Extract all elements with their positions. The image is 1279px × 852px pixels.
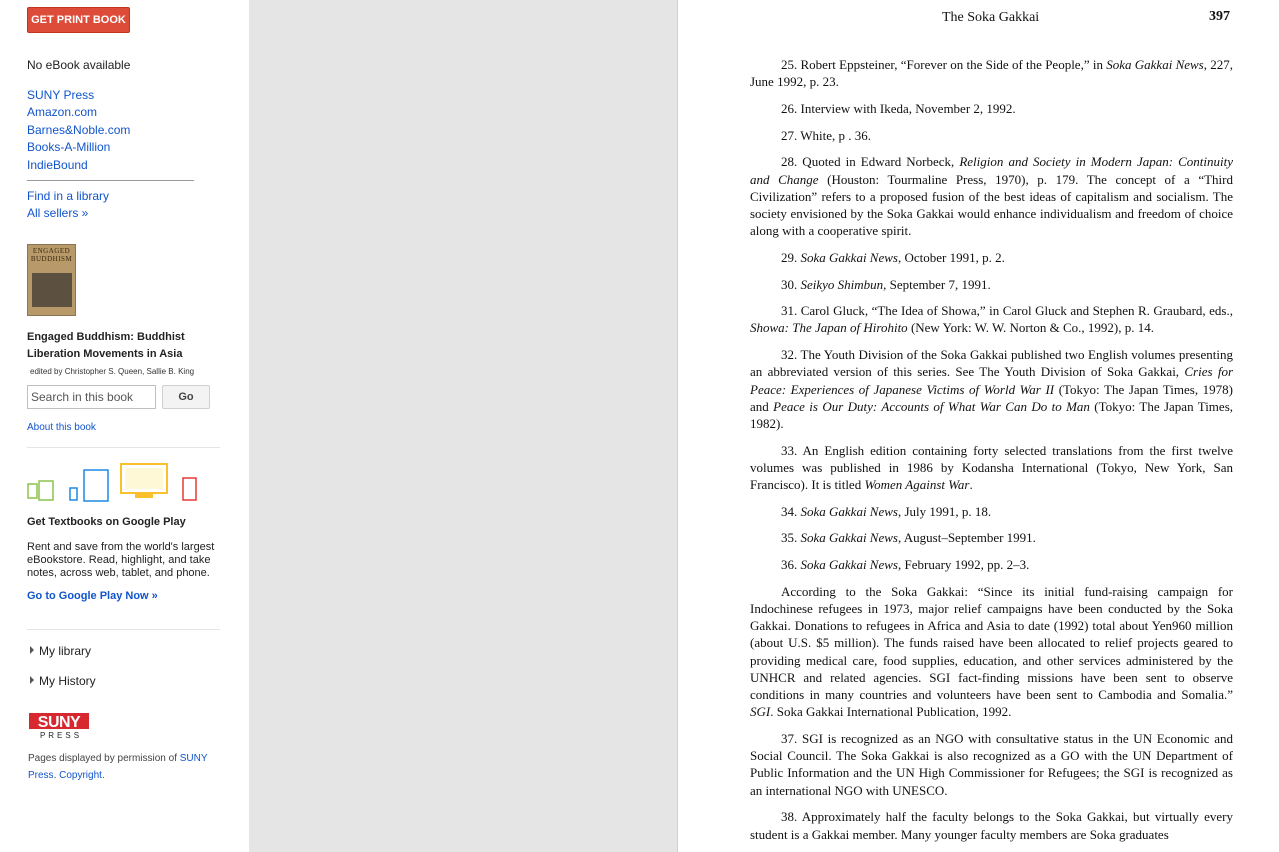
cover-title-line-2: BUDDHISM [30,255,73,263]
endnote-text: (Tokyo: The Japan Times, 1978) and [750,381,1233,414]
endnote-text: 37. SGI is recognized as an NGO with consultative status in the UN Economic and Social Council. The Soka Gakkai is also recognized as a GO with the UN Department of Public Information and the UN High Commissioner for Refugees; the SGI is recognized as an international NGO with UNESCO. [750,731,1233,798]
endnotes [750,56,1233,852]
book-cover-thumbnail[interactable] [27,244,76,316]
endnote [750,100,1233,117]
all-sellers-link[interactable]: All sellers » [27,206,89,220]
endnote-text: 33. An English edition containing forty selected translations from the first twelve volumes was published in 1986 by Kodansha International (Tokyo, New York, San Francisco). It is titled [750,442,1233,493]
endnote-title-italic: Seikyo Shimbun [800,276,884,292]
endnote-text: 30. [781,276,801,292]
endnote-text: . Soka Gakkai International Publication, 1992. [770,704,1012,720]
my-library-label: My library [39,644,92,658]
endnote-text: , September 7, 1991. [883,276,991,292]
sellers-divider [27,180,194,181]
book-title: Engaged Buddhism: Buddhist Liberation Movements in Asia [27,331,185,360]
endnote-text: (New York: W. W. Norton & Co., 1992), p. 14. [907,320,1154,336]
seller-link-indiebound[interactable]: IndieBound [27,158,88,172]
endnote-text: , July 1991, p. 18. [897,503,992,519]
book-page [678,0,1279,852]
endnote-text: , 227, June 1992, p. 23. [750,57,1234,90]
endnote [750,503,1233,520]
section-divider [27,447,220,448]
endnote-text: 38. Approximately half the faculty belongs to the Soka Gakkai, but virtually every student is a Gakkai member. Many younger faculty members are Soka graduates [750,809,1233,842]
endnote-text: (Tokyo: The Japan Times, 1982). [750,398,1233,431]
suny-press-logo[interactable] [29,713,89,739]
textbooks-description: Rent and save from the world's largest eBookstore. Read, highlight, and take notes, across web, tablet, and phone. [27,541,215,579]
section-divider [27,629,220,630]
endnote-text: 27. White, p . 36. [781,127,872,143]
textbooks-title: Get Textbooks on Google Play [27,516,186,528]
seller-link-books-a-million[interactable]: Books-A-Million [27,140,111,154]
cover-photo [32,273,72,307]
endnote-title-italic: Soka Gakkai News [1106,57,1204,72]
endnote [750,346,1233,432]
endnote [750,583,1233,721]
endnote-title-italic: Soka Gakkai News [800,530,898,546]
running-head: The Soka Gakkai [942,10,1040,25]
my-library-item[interactable] [30,644,91,658]
permission-end: . [101,770,105,781]
endnote [750,302,1233,336]
endnote-text: , October 1991, p. 2. [897,249,1005,265]
endnote-text: 34. [781,503,801,519]
endnote-title-italic: Religion and Society in Modern Japan: Continuity and Change [750,154,1233,187]
devices-illustration-icon [27,462,207,506]
seller-link-amazon[interactable]: Amazon.com [27,105,98,119]
endnote [750,276,1233,293]
find-in-library-link[interactable]: Find in a library [27,189,110,203]
book-author: edited by Christopher S. Queen, Sallie B. King [30,367,195,376]
no-ebook-label: No eBook available [27,58,131,72]
endnote-text: 32. The Youth Division of the Soka Gakkai published two English volumes presenting an abbreviated version of this series. See The Youth Division of Soka Gakkai, [750,347,1233,380]
permission-note [28,750,233,784]
logo-text-top: SUNY [37,714,81,731]
seller-link-suny-press[interactable]: SUNY Press [27,88,95,102]
endnote [750,56,1233,90]
endnote-text: , August–September 1991. [897,530,1036,546]
copyright-link[interactable]: Copyright [59,770,102,781]
viewer-background [249,0,678,852]
endnote-text: 28. Quoted in Edward Norbeck, [781,154,960,170]
endnote-title-italic: Cries for Peace: Experiences of Japanese Victims of World War II [750,364,1233,397]
endnote-text: . [969,477,973,493]
endnote [750,153,1233,239]
go-to-google-play-link[interactable]: Go to Google Play Now » [27,590,158,602]
endnote-text: , February 1992, pp. 2–3. [897,557,1030,573]
expand-triangle-icon [30,646,34,654]
endnote-title-italic: Soka Gakkai News [800,557,898,573]
about-this-book-link[interactable]: About this book [27,422,96,433]
my-history-item[interactable] [30,674,96,688]
endnote-text: 25. Robert Eppsteiner, “Forever on the Side of the People,” in [781,57,1107,72]
page-number: 397 [1209,9,1230,24]
endnote [750,442,1233,494]
my-history-label: My History [39,674,96,688]
endnote-title-italic: Soka Gakkai News [800,503,898,519]
endnote-text: 35. [781,530,801,546]
endnote-title-italic: Peace is Our Duty: Accounts of What War Can Do to Man [773,398,1090,414]
endnote-title-italic: Showa: The Japan of Hirohito [750,320,908,336]
seller-link-barnes-noble[interactable]: Barnes&Noble.com [27,123,131,137]
endnote-text: 26. Interview with Ikeda, November 2, 1992. [781,100,1016,116]
endnote-title-italic: Women Against War [864,477,970,493]
sidebar [0,0,248,852]
search-go-button[interactable]: Go [162,385,210,409]
logo-text-bottom: PRESS [39,731,83,739]
endnote [750,808,1233,842]
search-in-book-input[interactable]: Search in this book [27,385,156,409]
endnote [750,556,1233,573]
endnote [750,529,1233,546]
endnote [750,730,1233,799]
endnote [750,249,1233,266]
endnote-text: (Houston: Tourmaline Press, 1970), p. 179. The concept of a “Third Civilization” refers to a proposed fusion of the best ideas of capitalism and socialism. The society envisioned by the Soka Gakkai would enhance individualism and freedom of choice along with a cooperative spirit. [750,171,1233,239]
permission-publisher-link[interactable]: SUNY Press [28,753,208,781]
permission-suffix: . [53,770,60,781]
get-print-book-button[interactable]: GET PRINT BOOK [27,7,130,33]
cover-title-line-1: ENGAGED [32,247,71,255]
endnote-title-italic: SGI [750,704,771,720]
permission-prefix: Pages displayed by permission of [28,753,180,764]
endnote-title-italic: Soka Gakkai News [800,249,898,265]
expand-triangle-icon [30,676,34,684]
endnote-text: 36. [781,557,801,573]
endnote-text: According to the Soka Gakkai: “Since its initial fund-raising campaign for Indochinese refugees in 1973, major relief campaigns have been conducted by the Soka Gakkai. Donations to refugees in Africa and Asia to date (1992) total about Yen960 million (about U.S. $5 million). The funds raised have been allocated to relief projects geared to providing medical care, food supplies, education, and other services administered by the UNHCR and related agencies. SGI fact-finding missions have been sent to observe conditions in many countries and volunteers have been sent to Cambodia and Somalia.” [750,583,1233,703]
endnote-text: 29. [781,249,801,265]
endnote [750,127,1233,144]
endnote-text: 31. Carol Gluck, “The Idea of Showa,” in Carol Gluck and Stephen R. Graubard, eds., [781,303,1233,319]
